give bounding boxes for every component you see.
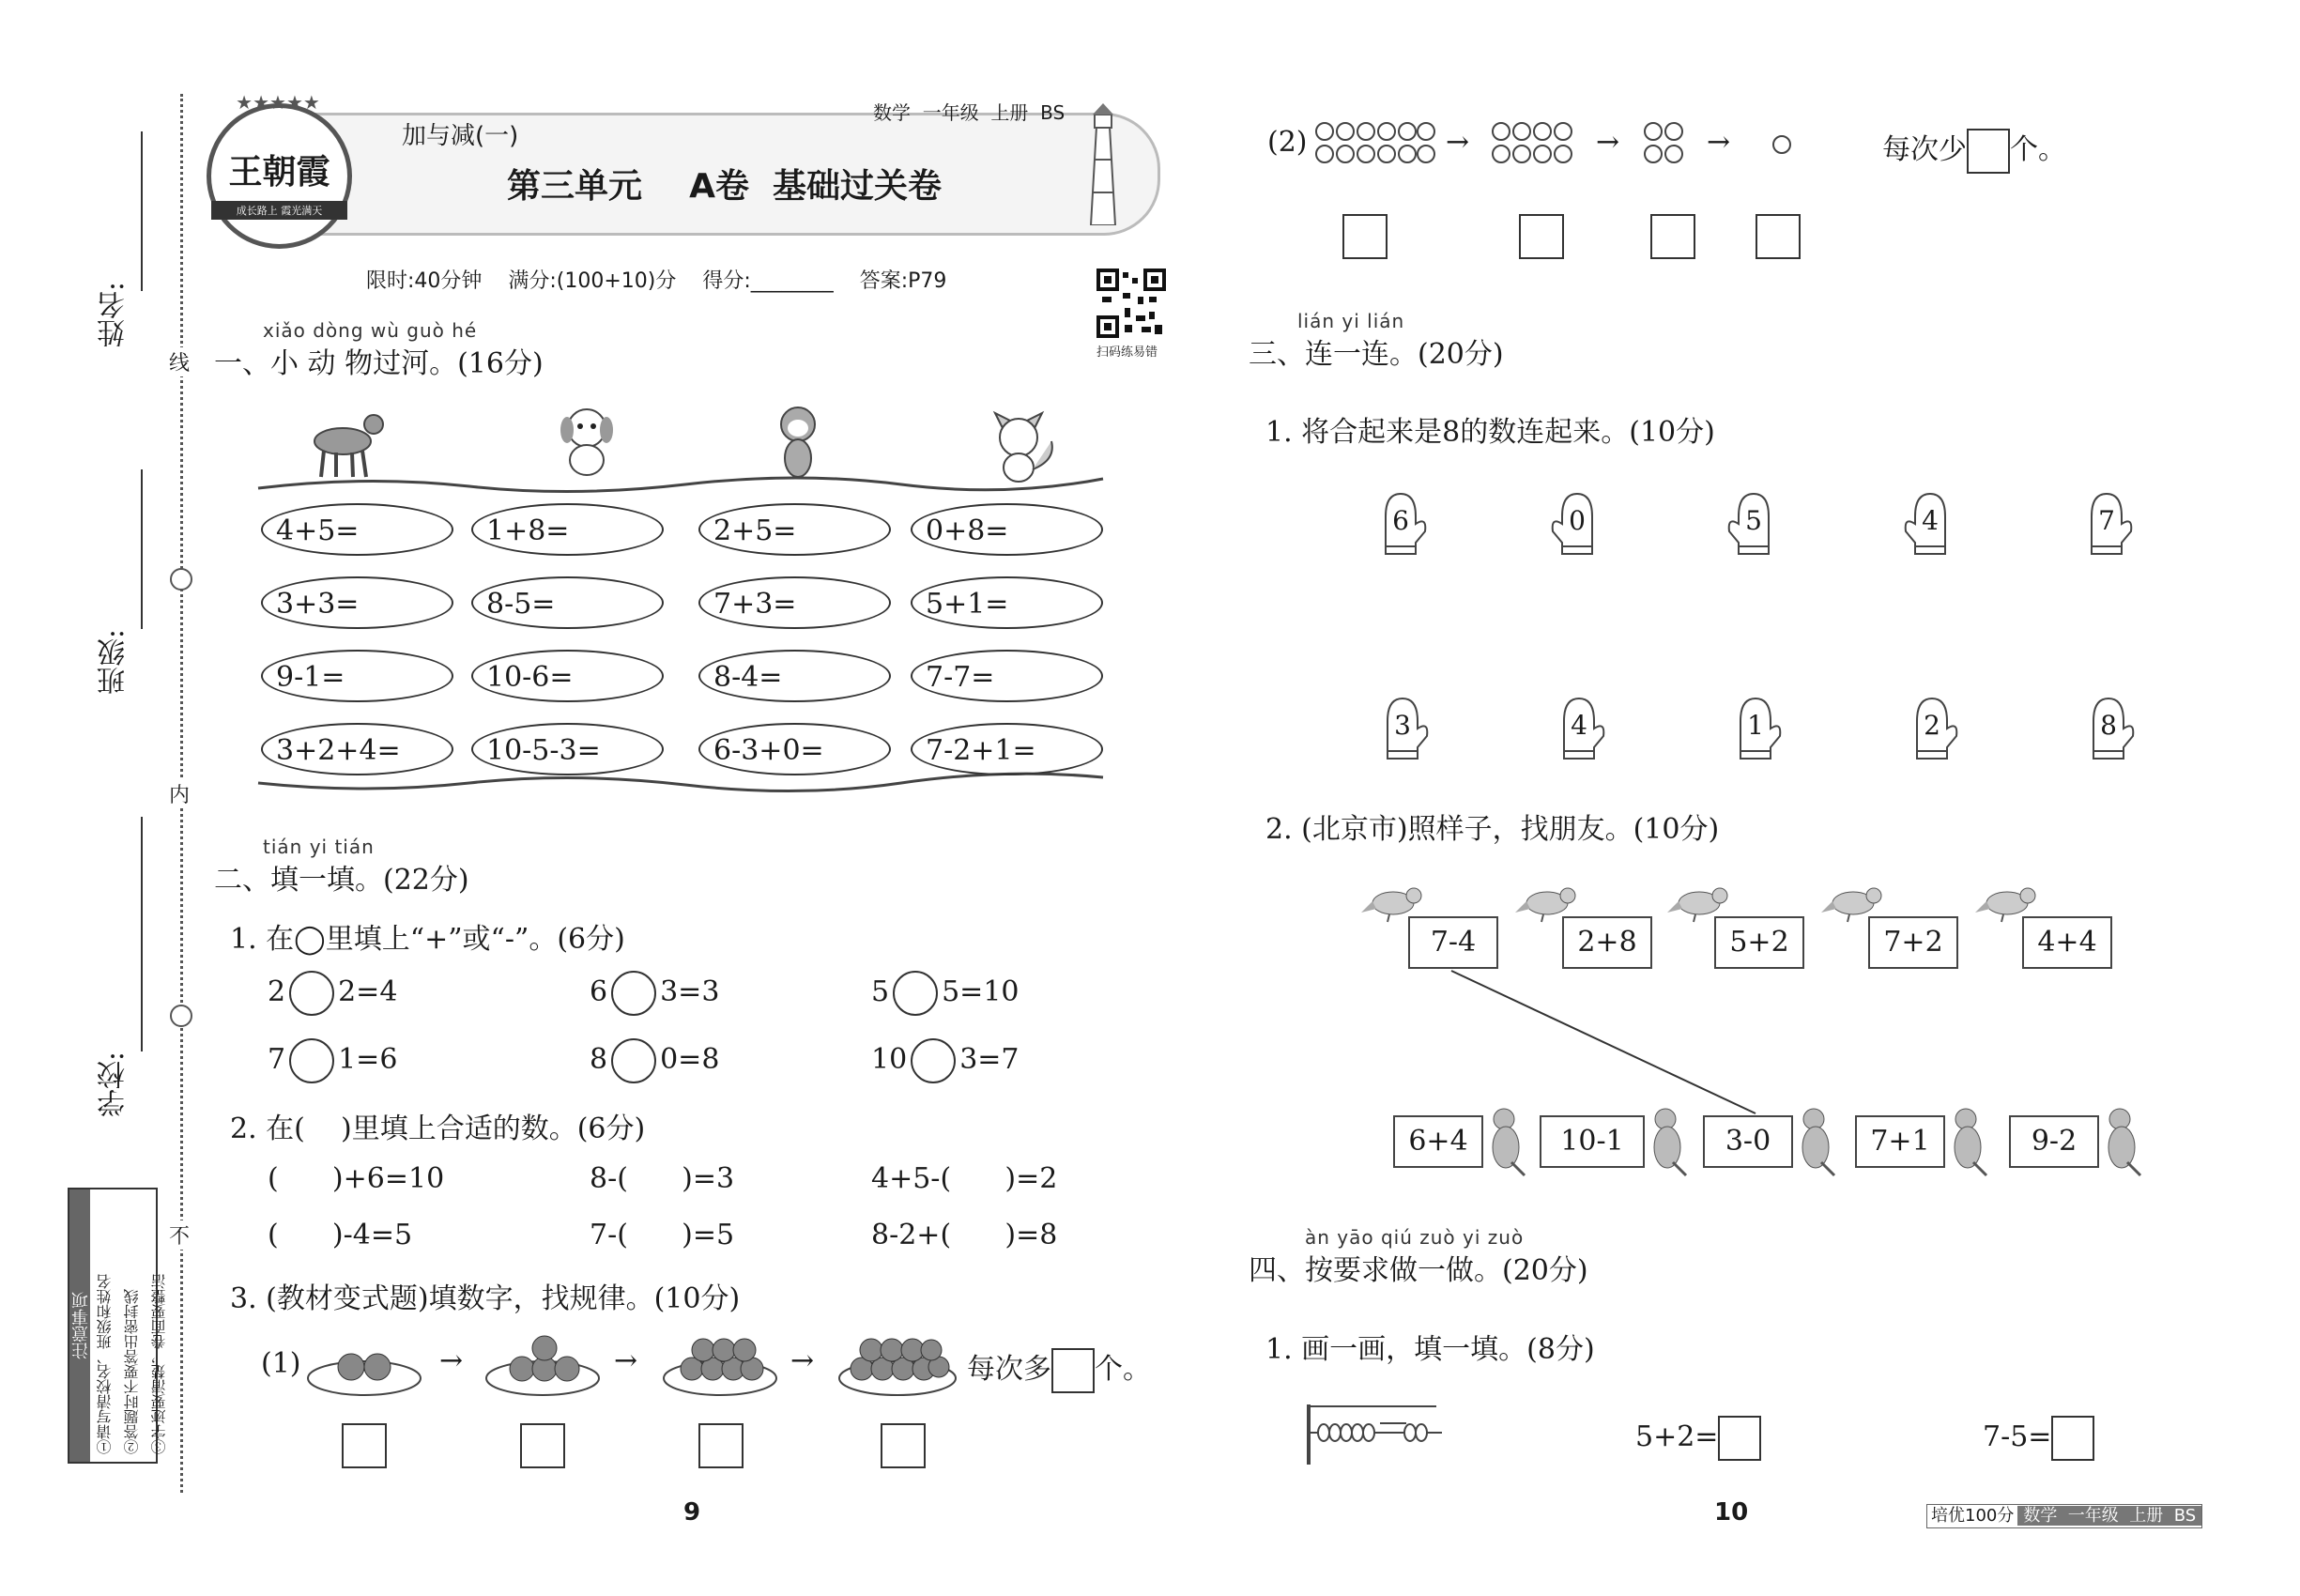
pattern2-tail: 每次少 个。 [1882, 126, 2066, 174]
brand-slogan: 成长路上 霞光满天 [211, 201, 347, 220]
stone-equation[interactable]: 10-5-3= [471, 723, 664, 775]
apple-plate-icon [837, 1320, 958, 1403]
abacus-icon [1305, 1401, 1446, 1466]
fill-item[interactable]: ( )+6=10 [268, 1162, 445, 1195]
seal-char: 内 [169, 779, 190, 808]
answer-box[interactable] [881, 1423, 926, 1468]
stone-equation[interactable]: 10-6= [471, 650, 664, 702]
s2-title: 二、填一填。(22分) [214, 864, 469, 897]
note-item: ①请写清校名、班级和姓名 [96, 1274, 114, 1454]
answer-box[interactable] [342, 1423, 387, 1468]
parrot-icon [1483, 1106, 1528, 1177]
s2-pinyin: tián yi tián [263, 836, 375, 858]
equation-card[interactable]: 10-1 [1540, 1115, 1645, 1168]
mitten[interactable]: 2 [1904, 693, 1960, 762]
exam-info: 限时:40分钟 满分:(100+10)分 得分:________ 答案:P79 [366, 269, 947, 293]
s2-q2-title: 2. 在( )里填上合适的数。(6分) [230, 1113, 646, 1145]
topic-label: 加与减(一) [402, 122, 519, 150]
fill-item[interactable]: 8-2+( )=8 [871, 1219, 1058, 1251]
mitten[interactable]: 5 [1725, 488, 1782, 558]
s1-title: 一、小 动 物过河。(16分) [214, 347, 544, 380]
operator-circle[interactable] [911, 1038, 956, 1083]
apple-plate-icon [484, 1327, 602, 1403]
operator-circle[interactable] [893, 971, 938, 1016]
s4-title: 四、按要求做一做。(20分) [1249, 1254, 1588, 1287]
example-connection-line [1446, 967, 1765, 1117]
mitten[interactable]: 4 [1551, 693, 1607, 762]
parrot-icon [2099, 1106, 2144, 1177]
answer-box[interactable] [1650, 214, 1695, 259]
river-bank-top [253, 469, 1108, 498]
parrot-icon [1645, 1106, 1690, 1177]
stone-equation[interactable]: 6-3+0= [698, 723, 891, 775]
fill-item[interactable]: 7-( )=5 [590, 1219, 735, 1251]
page-title: 第三单元 A卷 基础过关卷 [507, 167, 943, 206]
qr-code-icon [1096, 269, 1166, 338]
s3-title: 三、连一连。(20分) [1249, 338, 1504, 371]
seal-char: 不 [169, 1220, 190, 1250]
answer-box[interactable] [2051, 1416, 2094, 1461]
mitten[interactable]: 3 [1374, 693, 1431, 762]
seal-dot-icon [170, 568, 192, 591]
stone-equation[interactable]: 3+2+4= [261, 723, 453, 775]
equation-card[interactable]: 7+2 [1868, 916, 1958, 969]
arrow: → [1707, 126, 1731, 159]
grade-meta: 数学 一年级 上册 BS [873, 101, 1066, 124]
op-item: 10 3=7 [871, 1038, 1020, 1083]
page-number-right: 10 [1714, 1498, 1749, 1527]
parrot-icon [1945, 1106, 1990, 1177]
stone-equation[interactable]: 7-2+1= [911, 723, 1103, 775]
stone-equation[interactable]: 8-5= [471, 576, 664, 629]
mitten[interactable]: 6 [1372, 488, 1429, 558]
school-blank-line [141, 817, 143, 1051]
equation-card[interactable]: 7-4 [1408, 916, 1498, 969]
brand-name: 王朝霞 [228, 152, 330, 192]
equation-card[interactable]: 6+4 [1393, 1115, 1483, 1168]
arrow: → [439, 1344, 464, 1377]
mitten[interactable]: 1 [1727, 693, 1784, 762]
footer-badge [1926, 1504, 2202, 1528]
answer-box[interactable] [1342, 214, 1388, 259]
note-item: ③字迹要清楚，卷面要整洁 [150, 1274, 168, 1454]
fill-item[interactable]: 4+5-( )=2 [871, 1162, 1058, 1195]
parrot-icon [1793, 1106, 1838, 1177]
op-item: 6 3=3 [590, 971, 719, 1016]
operator-circle[interactable] [611, 971, 656, 1016]
seal-char: 线 [169, 347, 190, 376]
stone-equation[interactable]: 9-1= [261, 650, 453, 702]
fill-item[interactable]: 8-( )=3 [590, 1162, 735, 1195]
lighthouse-icon [1087, 103, 1119, 225]
s4-pinyin: àn yāo qiú zuò yi zuò [1305, 1226, 1525, 1249]
brand-logo: ★★★★★ 王朝霞 成长路上 霞光满天 [207, 103, 352, 249]
s3-q1-title: 1. 将合起来是8的数连起来。(10分) [1265, 416, 1715, 449]
answer-box[interactable] [1967, 129, 2010, 174]
stone-equation[interactable]: 0+8= [911, 503, 1103, 556]
class-label: 班级: [98, 629, 130, 696]
s4-q1-title: 1. 画一画，填一填。(8分) [1265, 1333, 1595, 1366]
school-label: 学校: [98, 1051, 130, 1118]
s3-pinyin: lián yi lián [1297, 310, 1405, 332]
arrow: → [614, 1344, 638, 1377]
answer-box[interactable] [520, 1423, 565, 1468]
answer-box[interactable] [698, 1423, 744, 1468]
eq-draw-1: 5+2= [1635, 1416, 1761, 1461]
operator-circle[interactable] [289, 971, 334, 1016]
answer-box[interactable] [1051, 1348, 1095, 1393]
equation-card[interactable]: 4+4 [2022, 916, 2112, 969]
stone-equation[interactable]: 7+3= [698, 576, 891, 629]
stone-equation[interactable]: 4+5= [261, 503, 453, 556]
equation-card[interactable]: 9-2 [2009, 1115, 2099, 1168]
circle-group-icon [1491, 120, 1585, 167]
s3-q2-title: 2. (北京市)照样子，找朋友。(10分) [1265, 813, 1720, 846]
circle-group-icon [1771, 133, 1793, 156]
stone-equation[interactable]: 1+8= [471, 503, 664, 556]
equation-card[interactable]: 7+1 [1855, 1115, 1945, 1168]
circle-group-icon [1643, 120, 1694, 167]
op-item: 7 1=6 [268, 1038, 397, 1083]
notes-title: 注意事项 [69, 1189, 90, 1462]
stone-equation[interactable]: 2+5= [698, 503, 891, 556]
stone-equation[interactable]: 3+3= [261, 576, 453, 629]
s2-q1-title: 1. 在◯里填上“+”或“-”。(6分) [230, 923, 625, 956]
class-blank-line [141, 469, 143, 629]
stone-equation[interactable]: 8-4= [698, 650, 891, 702]
stone-equation[interactable]: 5+1= [911, 576, 1103, 629]
answer-box[interactable] [1756, 214, 1801, 259]
apple-plate-icon [306, 1333, 423, 1403]
arrow: → [1446, 126, 1470, 159]
page-number-left: 9 [683, 1498, 701, 1527]
mitten[interactable]: 7 [2078, 488, 2135, 558]
eq-draw-2: 7-5= [1983, 1416, 2094, 1461]
name-blank-line [141, 131, 143, 291]
mitten[interactable]: 0 [1549, 488, 1605, 558]
mitten[interactable]: 4 [1902, 488, 1958, 558]
arrow: → [790, 1344, 815, 1377]
pattern1-label: (1) [261, 1347, 301, 1380]
op-item: 2 2=4 [268, 971, 397, 1016]
equation-card[interactable]: 3-0 [1703, 1115, 1793, 1168]
operator-circle[interactable] [611, 1038, 656, 1083]
fill-item[interactable]: ( )-4=5 [268, 1219, 413, 1251]
answer-box[interactable] [1519, 214, 1564, 259]
note-item: ②答题时不要答出密封线 [123, 1289, 141, 1454]
equation-card[interactable]: 5+2 [1714, 916, 1804, 969]
apple-plate-icon [662, 1324, 779, 1403]
s1-pinyin: xiǎo dòng wù guò hé [263, 319, 478, 342]
mitten[interactable]: 8 [2080, 693, 2137, 762]
seal-dot-icon [170, 1005, 192, 1027]
qr-caption: 扫码练易错 [1096, 345, 1158, 360]
footer-badge-meta: 数学 一年级 上册 BS [2017, 1506, 2201, 1526]
answer-box[interactable] [1718, 1416, 1761, 1461]
notes-box [68, 1188, 168, 1464]
op-item: 5 5=10 [871, 971, 1020, 1016]
footer-badge-label: 培优100分 [1927, 1506, 2017, 1526]
operator-circle[interactable] [289, 1038, 334, 1083]
name-label: 姓名: [98, 282, 130, 348]
op-item: 8 0=8 [590, 1038, 719, 1083]
pattern2-label: (2) [1267, 126, 1308, 159]
arrow: → [1596, 126, 1620, 159]
equation-card[interactable]: 2+8 [1562, 916, 1652, 969]
s2-q3-title: 3. (教材变式题)填数字，找规律。(10分) [230, 1282, 741, 1315]
pattern1-tail: 每次多 个。 [967, 1345, 1151, 1393]
stone-equation[interactable]: 7-7= [911, 650, 1103, 702]
circle-group-icon [1314, 120, 1436, 167]
